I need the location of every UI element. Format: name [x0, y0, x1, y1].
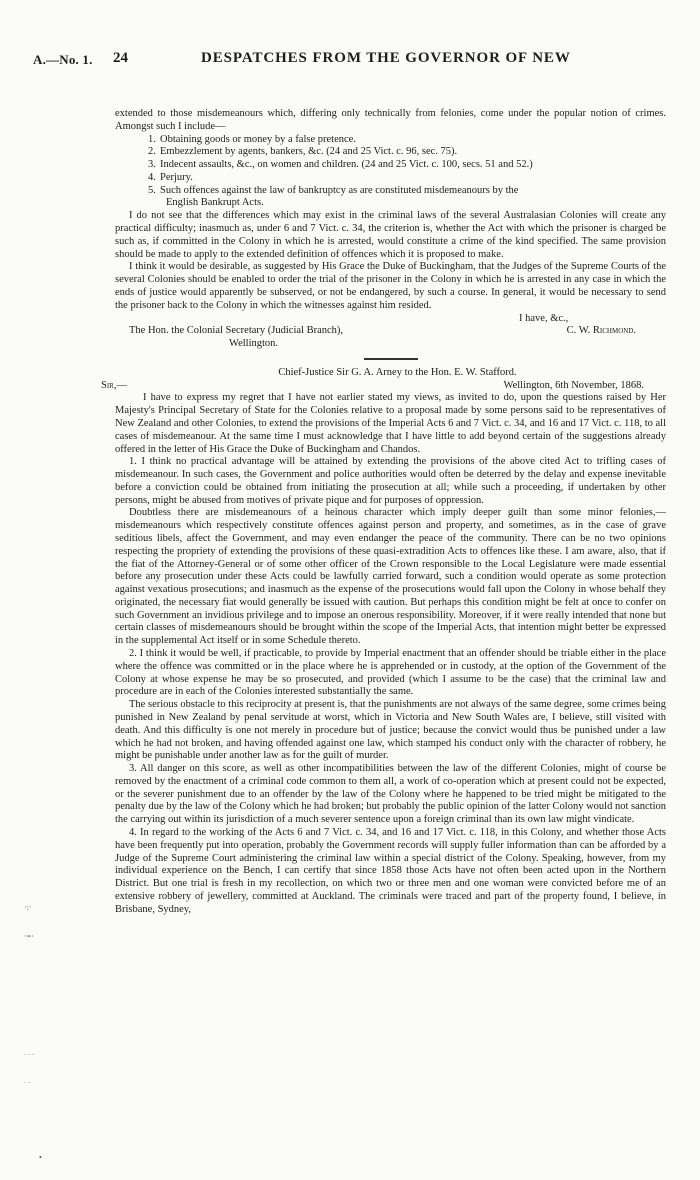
paragraph: 1. I think no practical advantage will be attained by extending the provisions of the above cited Act to trifling cases of misdemeanour. In such cases, the Government and police authorities would often be deterred by the delay and expense inevitable before a conviction could be obtained from initiating the prosecution at all; while such a proceeding, if undertaken by other persons, might be abused from motives of private pique and for purposes of oppression. — [115, 456, 666, 506]
running-title: DESPATCHES FROM THE GOVERNOR OF NEW — [201, 50, 571, 66]
list-item: 5. Such offences against the law of bankruptcy as are constituted misdemeanours by the English Bankrupt Acts. — [148, 184, 519, 209]
section-divider — [364, 358, 418, 360]
paragraph: The serious obstacle to this reciprocity at present is, that the punishments are not always of the same degree, some crimes being punished in New Zealand by penal servitude at worst, which in Victoria and New South Wales are, I believe, still visited with death. And this difficulty is one not merely in procedure but of justice; because the convict would thus be punished under a law which he had not broken, and having offended against one law, which stamped his conduct only with the character of robbery, he might be punishable under another law as for the guilt of murder. — [115, 699, 666, 762]
margin-scribble: ·=· — [24, 932, 34, 941]
page-number: 24 — [113, 50, 128, 66]
paragraph: 2. I think it would be well, if practicable, to provide by Imperial enactment that an offender should be triable either in the place where the offence was committed or in the place where he is apprehended or in custody, at the option of the Government of the Colony at whose expense he may be so prosecuted, and provided (which I assume to be the case) that the criminal law and procedure are in each of the Colonies interested substantially the same. — [115, 648, 666, 698]
margin-scribble: ·:· — [24, 903, 32, 912]
paragraph: 3. All danger on this score, as well as other incompatibilities between the law of the different Colonies, might of course be removed by the enactment of a criminal code common to them all, a work of co-operation which at present could not be expected, or the severer punishment due to an offender by the law of the Colony where he happened to be tried might be mitigated to the penalty due by the law of the Colony which he had broken; but probably the public opinion of the latter Colony would not sanction the carrying out within its jurisdiction of a much severer sentence upon a foreign criminal than its own law might vindicate. — [115, 763, 666, 826]
signatory: C. W. Richmond. — [566, 325, 636, 337]
list-item: 1. Obtaining goods or money by a false pretence. — [148, 133, 356, 145]
document-number: A.—No. 1. — [33, 52, 93, 67]
signature-row — [115, 325, 666, 338]
letter-heading: Chief-Justice Sir G. A. Arney to the Hon. E. W. Stafford. — [278, 366, 517, 378]
letter-date: Wellington, 6th November, 1868. — [503, 379, 644, 391]
addressee-town: Wellington. — [229, 338, 279, 350]
paragraph: Doubtless there are misdemeanours of a heinous character which imply deeper guilt than some minor felonies,—misdemeanours which respectively constitute offences against person and property, and sometimes, as in the case of grave seditious libels, affect the Government, and may even endanger the peace of the community. There can be no two opinions respecting the propriety of extending the provisions of these quasi-extradition Acts to offences like these. I am aware, also, that if the fiat of the Attorney-General or of some other officer of the Crown responsible to the Local Legislature were made essential before any prosecution under these Acts could be lawfully carried forward, such a condition would operate as some protection against vexatious prosecutions; and inasmuch as the expense of the prosecutions would fall upon the Colony in whose behalf they originated, the necessary fiat would generally be issued with caution. But perhaps this condition might be felt at once to confer on such Government an invidious privilege and to impose an onerous responsibility. Moreover, if it were really intended that none but certain classes of misdemeanours should be brought within the scope of the Imperial Acts, that intention might better be expressed in the supplemental Act itself or in some Schedule thereto. — [115, 507, 666, 647]
page-body — [101, 108, 666, 916]
addressee: The Hon. the Colonial Secretary (Judicial Branch), — [129, 325, 344, 337]
paragraph: 4. In regard to the working of the Acts 6 and 7 Vict. c. 34, and 16 and 17 Vict. c. 118, in this Colony, and whether those Acts have been frequently put into operation, probably the Government records will supply fuller information than can be afforded by a Judge of the Supreme Court administering the criminal law within a special district of the Colony. Speaking, however, from my individual experience on the Bench, I can certify that since 1858 those Acts have not often been acted upon in the Northern District. But one trial is fresh in my recollection, on which two or three men and one woman were convicted before me of an extensive robbery of jewellery, committed at Auckland. The criminals were traced and part of the property found, I believe, in Brisbane, Sydney, — [115, 826, 666, 915]
list-item: 4. Perjury. — [148, 171, 193, 183]
margin-scribble: - - — [24, 1078, 31, 1086]
page-header — [33, 50, 673, 80]
margin-scribble: - - - — [24, 1050, 35, 1058]
list-item: 3. Indecent assaults, &c., on women and children. (24 and 25 Vict. c. 100, secs. 51 and 52.) — [148, 159, 533, 171]
offence-list — [115, 134, 666, 211]
salutation: Sir,— — [101, 379, 127, 391]
paragraph: I have to express my regret that I have not earlier stated my views, as invited to do, upon the questions raised by Her Majesty's Principal Secretary of State for the Colonies relative to a proposal made by some persons said to be representatives of New Zealand and other Colonies, to extend the provisions of the Imperial Acts 6 and 7 Vict. c. 34, and 16 and 17 Vict. c. 118, to all cases of misdemeanour. At the same time I must acknowledge that I have little to add beyond certain of the suggestions already offered in the letter of His Grace the Duke of Buckingham and Chandos. — [115, 392, 666, 455]
list-item: 2. Embezzlement by agents, bankers, &c. (24 and 25 Vict. c. 96, sec. 75). — [148, 146, 458, 158]
margin-dot: • — [39, 1153, 42, 1162]
intro-paragraph: extended to those misdemeanours which, differing only technically from felonies, come under the popular notion of crimes. Amongst such I include— — [115, 108, 666, 132]
closing-formula: I have, &c., — [519, 312, 569, 324]
salutation-row — [101, 380, 666, 393]
paragraph: I think it would be desirable, as suggested by His Grace the Duke of Buckingham, that the Judges of the Supreme Courts of the several Colonies should be enabled to order the trial of the prisoner in the Colony in which he is arrested in any case in which the ends of justice would apparently be subserved, or not be endangered, by such a course. In general, it would be necessary to send the prisoner back to the Colony in which the witnesses against him resided. — [115, 261, 666, 311]
paragraph: I do not see that the differences which may exist in the criminal laws of the several Australasian Colonies will create any practical difficulty; inasmuch as, under 6 and 7 Vict. c. 34, the criterion is, whether the Act with which the prisoner is charged be such as, if committed in the Colony in which he is arrested, would constitute a crime of the kind specified. The same provision should be made to apply to the extended definition of offences which it is proposed to make. — [115, 210, 666, 260]
